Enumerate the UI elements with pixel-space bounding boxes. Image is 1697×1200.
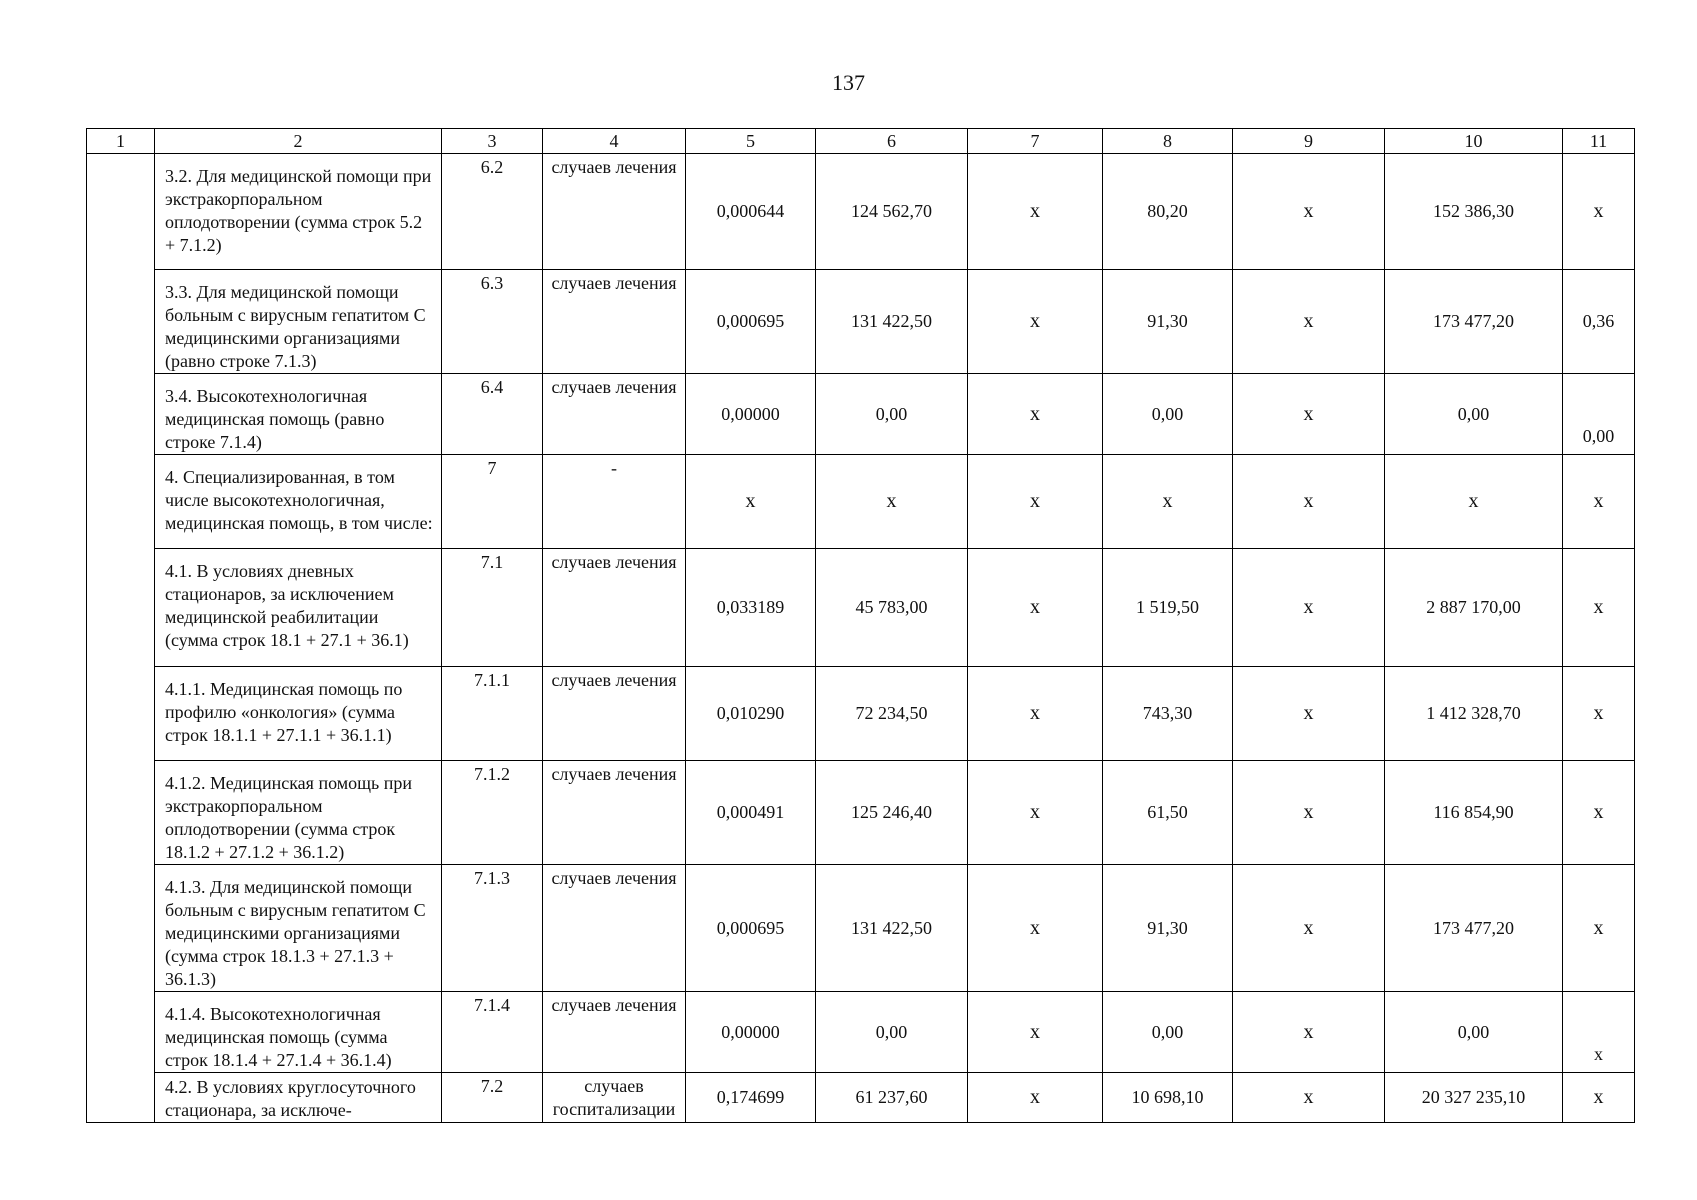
cell-col5: 0,00000 xyxy=(686,374,816,455)
cell-col7: x xyxy=(968,549,1103,667)
row-description: 4.1.2. Медицинская помощь при экстракорпоральном оплодотворении (сумма строк 18.1.2 + 27.1.2 + 36.1.2) xyxy=(155,761,442,865)
cell-col9: x xyxy=(1233,667,1385,761)
cell-col7: x xyxy=(968,992,1103,1073)
column-number: 3 xyxy=(442,129,543,154)
row-unit: - xyxy=(543,455,686,549)
cell-col10: 2 887 170,00 xyxy=(1385,549,1563,667)
row-description: 4.2. В условиях круглосуточного стационара, за исключе- xyxy=(155,1073,442,1123)
cell-col11: x xyxy=(1563,761,1635,865)
cell-col6: 45 783,00 xyxy=(816,549,968,667)
column-number-row xyxy=(87,129,1635,154)
table-row xyxy=(87,154,1635,270)
cell-col11: x xyxy=(1563,865,1635,992)
cell-col8: 61,50 xyxy=(1103,761,1233,865)
cell-col7: x xyxy=(968,761,1103,865)
cell-col7: x xyxy=(968,270,1103,374)
data-table xyxy=(86,128,1635,1123)
cell-col6: 124 562,70 xyxy=(816,154,968,270)
row-description: 4. Специализированная, в том числе высокотехнологичная, медицинская помощь, в том числе: xyxy=(155,455,442,549)
row-description: 4.1.4. Высокотехнологичная медицинская помощь (сумма строк 18.1.4 + 27.1.4 + 36.1.4) xyxy=(155,992,442,1073)
cell-col8: 91,30 xyxy=(1103,865,1233,992)
cell-col9: x xyxy=(1233,549,1385,667)
cell-col9: x xyxy=(1233,374,1385,455)
row-code: 7.1 xyxy=(442,549,543,667)
cell-col10: 1 412 328,70 xyxy=(1385,667,1563,761)
row-description: 3.2. Для медицинской помощи при экстракорпоральном оплодотворении (сумма строк 5.2 + 7.1.2) xyxy=(155,154,442,270)
cell-col7: x xyxy=(968,667,1103,761)
cell-col11: x xyxy=(1563,667,1635,761)
row-unit: случаев лечения xyxy=(543,374,686,455)
cell-col8: 743,30 xyxy=(1103,667,1233,761)
column-number: 9 xyxy=(1233,129,1385,154)
cell-col10: 173 477,20 xyxy=(1385,270,1563,374)
cell-col10: x xyxy=(1385,455,1563,549)
table-row xyxy=(87,865,1635,992)
row-code: 7 xyxy=(442,455,543,549)
cell-col6: 0,00 xyxy=(816,374,968,455)
cell-col8: x xyxy=(1103,455,1233,549)
column-number: 4 xyxy=(543,129,686,154)
cell-col5: 0,000695 xyxy=(686,865,816,992)
cell-col9: x xyxy=(1233,761,1385,865)
table-row xyxy=(87,455,1635,549)
cell-col7: x xyxy=(968,154,1103,270)
cell-col5: 0,000644 xyxy=(686,154,816,270)
column-number: 5 xyxy=(686,129,816,154)
cell-col9: x xyxy=(1233,1073,1385,1123)
row-group-cell xyxy=(87,154,155,1123)
cell-col9: x xyxy=(1233,455,1385,549)
cell-col6: 125 246,40 xyxy=(816,761,968,865)
column-number: 11 xyxy=(1563,129,1635,154)
cell-col11: x xyxy=(1563,455,1635,549)
cell-col11: x xyxy=(1563,1073,1635,1123)
cell-col10: 0,00 xyxy=(1385,992,1563,1073)
row-code: 7.1.1 xyxy=(442,667,543,761)
table-row xyxy=(87,374,1635,455)
cell-col9: x xyxy=(1233,270,1385,374)
cell-col5: 0,000695 xyxy=(686,270,816,374)
cell-col11: 0,00 xyxy=(1563,374,1635,455)
cell-col5: 0,033189 xyxy=(686,549,816,667)
cell-col8: 80,20 xyxy=(1103,154,1233,270)
cell-col6: 131 422,50 xyxy=(816,865,968,992)
table-row xyxy=(87,761,1635,865)
cell-col8: 1 519,50 xyxy=(1103,549,1233,667)
table-row xyxy=(87,1073,1635,1123)
cell-col8: 10 698,10 xyxy=(1103,1073,1233,1123)
cell-col5: 0,000491 xyxy=(686,761,816,865)
cell-col6: x xyxy=(816,455,968,549)
row-description: 4.1. В условиях дневных стационаров, за исключением медицинской реабилитации (сумма строк 18.1 + 27.1 + 36.1) xyxy=(155,549,442,667)
row-unit: случаев лечения xyxy=(543,992,686,1073)
column-number: 2 xyxy=(155,129,442,154)
cell-col8: 91,30 xyxy=(1103,270,1233,374)
cell-col8: 0,00 xyxy=(1103,992,1233,1073)
row-unit: случаев госпитализации xyxy=(543,1073,686,1123)
cell-col9: x xyxy=(1233,992,1385,1073)
row-description: 3.3. Для медицинской помощи больным с вирусным гепатитом С медицинскими организациями (равно строке 7.1.3) xyxy=(155,270,442,374)
row-unit: случаев лечения xyxy=(543,270,686,374)
cell-col7: x xyxy=(968,455,1103,549)
cell-col10: 152 386,30 xyxy=(1385,154,1563,270)
cell-col6: 61 237,60 xyxy=(816,1073,968,1123)
row-code: 6.2 xyxy=(442,154,543,270)
cell-col5: 0,174699 xyxy=(686,1073,816,1123)
column-number: 6 xyxy=(816,129,968,154)
cell-col10: 0,00 xyxy=(1385,374,1563,455)
row-description: 4.1.1. Медицинская помощь по профилю «онкология» (сумма строк 18.1.1 + 27.1.1 + 36.1.1) xyxy=(155,667,442,761)
table-row xyxy=(87,549,1635,667)
row-unit: случаев лечения xyxy=(543,549,686,667)
column-number: 7 xyxy=(968,129,1103,154)
column-number: 8 xyxy=(1103,129,1233,154)
cell-col11: 0,36 xyxy=(1563,270,1635,374)
row-description: 4.1.3. Для медицинской помощи больным с вирусным гепатитом С медицинскими организациями (сумма строк 18.1.3 + 27.1.3 + 36.1.3) xyxy=(155,865,442,992)
row-code: 6.4 xyxy=(442,374,543,455)
page-number: 137 xyxy=(832,70,865,95)
row-unit: случаев лечения xyxy=(543,761,686,865)
cell-col8: 0,00 xyxy=(1103,374,1233,455)
cell-col11: x xyxy=(1563,992,1635,1073)
row-code: 6.3 xyxy=(442,270,543,374)
cell-col7: x xyxy=(968,1073,1103,1123)
cell-col11: x xyxy=(1563,154,1635,270)
row-code: 7.1.4 xyxy=(442,992,543,1073)
row-description: 3.4. Высокотехнологичная медицинская помощь (равно строке 7.1.4) xyxy=(155,374,442,455)
cell-col5: x xyxy=(686,455,816,549)
cell-col7: x xyxy=(968,865,1103,992)
row-code: 7.1.2 xyxy=(442,761,543,865)
table-row xyxy=(87,667,1635,761)
column-number: 1 xyxy=(87,129,155,154)
cell-col10: 173 477,20 xyxy=(1385,865,1563,992)
cell-col5: 0,010290 xyxy=(686,667,816,761)
cell-col10: 20 327 235,10 xyxy=(1385,1073,1563,1123)
cell-col6: 0,00 xyxy=(816,992,968,1073)
column-number: 10 xyxy=(1385,129,1563,154)
cell-col9: x xyxy=(1233,154,1385,270)
row-unit: случаев лечения xyxy=(543,667,686,761)
table-row xyxy=(87,992,1635,1073)
cell-col6: 72 234,50 xyxy=(816,667,968,761)
row-unit: случаев лечения xyxy=(543,154,686,270)
cell-col7: x xyxy=(968,374,1103,455)
cell-col5: 0,00000 xyxy=(686,992,816,1073)
cell-col11: x xyxy=(1563,549,1635,667)
cell-col10: 116 854,90 xyxy=(1385,761,1563,865)
row-unit: случаев лечения xyxy=(543,865,686,992)
cell-col9: x xyxy=(1233,865,1385,992)
cell-col6: 131 422,50 xyxy=(816,270,968,374)
table-row xyxy=(87,270,1635,374)
row-code: 7.2 xyxy=(442,1073,543,1123)
row-code: 7.1.3 xyxy=(442,865,543,992)
